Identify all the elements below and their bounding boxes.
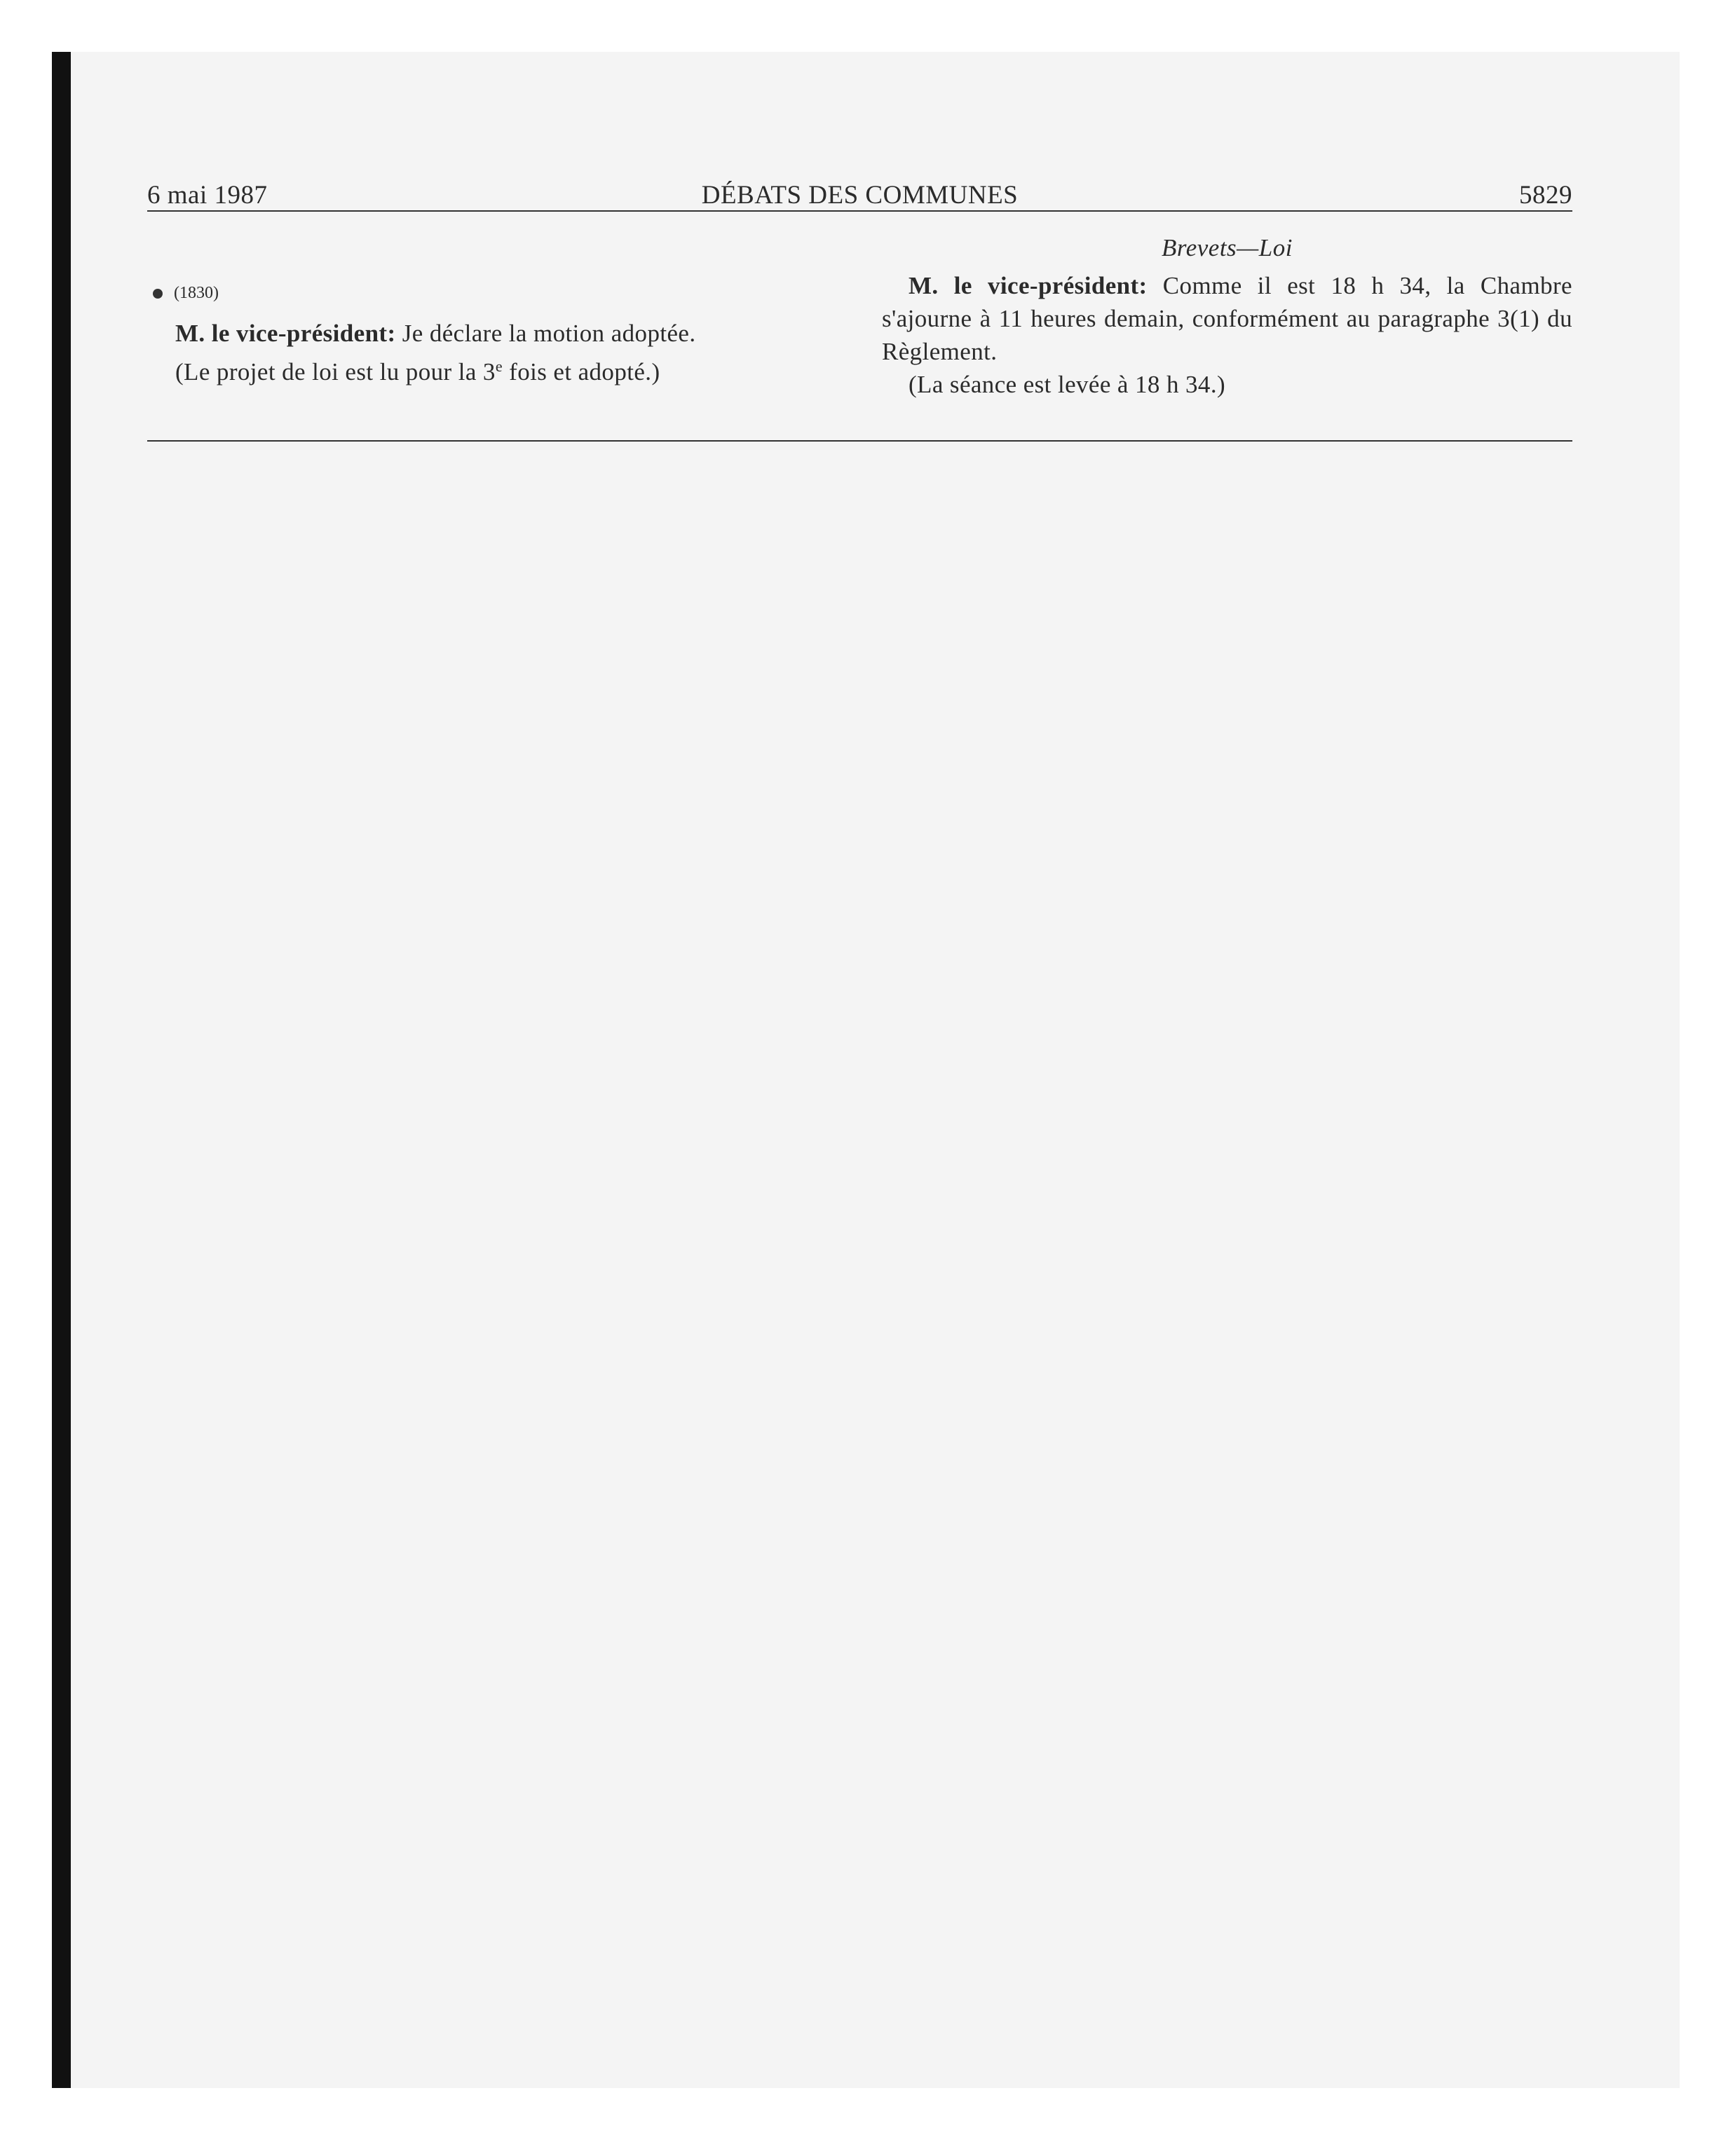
speaker-name: M. le vice-président: (175, 320, 396, 347)
section-title: Brevets—Loi (1162, 234, 1293, 261)
speech-text: Comme il est 18 h 34, la Chambre s'ajourne à 11 heures demain, conformément au paragraphe 3(1) du Règlement. (882, 272, 1572, 365)
left-paragraph-2 (175, 355, 820, 388)
right-paragraph-1 (882, 269, 1572, 368)
header-title: DÉBATS DES COMMUNES (701, 181, 1019, 210)
closing-rule (147, 440, 1572, 442)
ordinal-superscript: e (495, 357, 503, 375)
header-date: 6 mai 1987 (147, 181, 268, 210)
speaker-name: M. le vice-président: (909, 272, 1148, 299)
running-header (147, 179, 1572, 212)
right-paragraph-2 (909, 368, 1572, 401)
header-rule (147, 210, 1572, 212)
header-page-number: 5829 (1519, 181, 1572, 210)
speech-text: Je déclare la motion adoptée. (402, 320, 696, 347)
left-paragraph-1 (175, 317, 820, 350)
stage-direction-start: (Le projet de loi est lu pour la 3 (175, 358, 496, 386)
time-marker (153, 279, 219, 307)
binding-edge (52, 52, 71, 2088)
stage-direction-end: fois et adopté.) (509, 358, 660, 386)
bullet-icon (153, 289, 163, 299)
hansard-page (147, 168, 1572, 463)
adjournment-note: (La séance est levée à 18 h 34.) (909, 371, 1226, 398)
time-marker-text: (1830) (174, 284, 219, 302)
